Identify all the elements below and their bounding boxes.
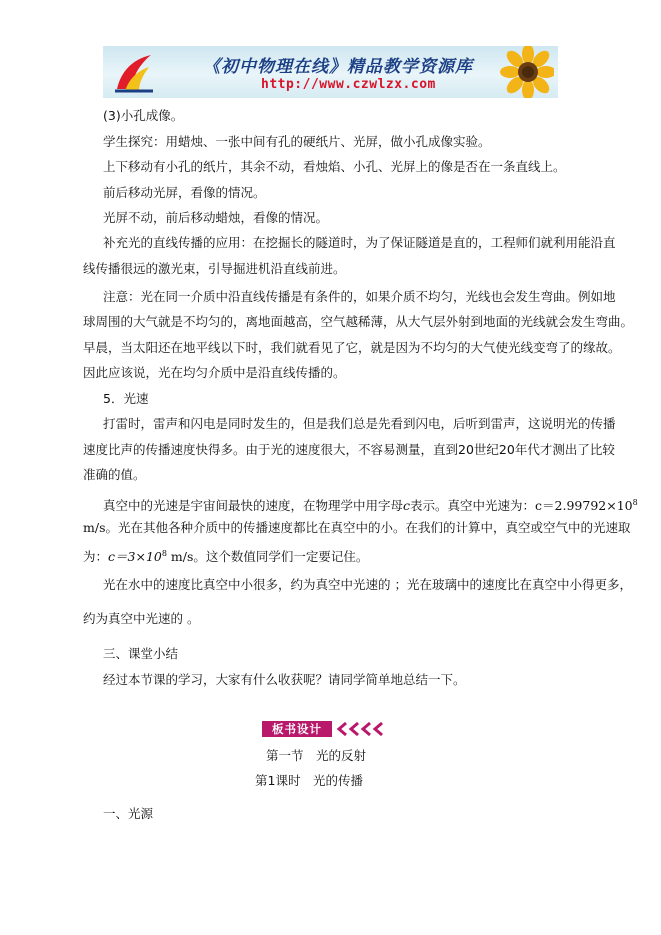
board-design-tag: 板书设计: [262, 721, 332, 737]
paragraph: 速度比声的传播速度快得多。由于光的速度很大，不容易测量，直到20世纪20年代才测出了比较: [83, 442, 615, 457]
board-design-label: [262, 721, 402, 737]
exponent: 8: [632, 498, 638, 507]
paragraph: (3)小孔成像。: [103, 108, 184, 123]
section-heading: 5．光速: [103, 391, 149, 406]
header-banner: [103, 46, 558, 98]
exponent: 8: [161, 549, 167, 558]
board-subtitle: 第1课时 光的传播: [255, 773, 363, 788]
paragraph: 约为真空中光速的 。: [83, 611, 200, 626]
board-title: 第一节 光的反射: [266, 748, 367, 763]
paragraph: 因此应该说，光在均匀介质中是沿直线传播的。: [83, 365, 346, 380]
paragraph: 前后移动光屏，看像的情况。: [103, 185, 266, 200]
paragraph: 上下移动有小孔的纸片，其余不动，看烛焰、小孔、光屏上的像是否在一条直线上。: [103, 159, 566, 174]
banner-url: http://www.czwlzx.com: [261, 77, 436, 92]
paragraph: 注意：光在同一介质中沿直线传播是有条件的，如果介质不均匀，光线也会发生弯曲。例如地: [103, 289, 616, 304]
paragraph: 球周围的大气就是不均匀的，离地面越高，空气越稀薄，从大气层外射到地面的光线就会发生弯曲。: [83, 314, 634, 329]
text-span: 。这个数值同学们一定要记住。: [193, 549, 369, 565]
paragraph: [83, 515, 631, 541]
unit: m/s: [166, 549, 194, 565]
paragraph: 学生探究：用蜡烛、一张中间有孔的硬纸片、光屏，做小孔成像实验。: [103, 134, 491, 149]
formula: c＝3×10: [108, 549, 162, 565]
logo-icon: [111, 49, 157, 95]
text-span: 真空中的光速是宇宙间最快的速度，在物理学中用字母: [103, 498, 404, 514]
section-heading: 三、课堂小结: [103, 646, 179, 661]
symbol-c: c: [403, 498, 411, 514]
paragraph: 光在水中的速度比真空中小很多，约为真空中光速的 ；光在玻璃中的速度比在真空中小得更多，: [103, 577, 632, 592]
paragraph: 光屏不动，前后移动蜡烛，看像的情况。: [103, 210, 329, 225]
unit: m/s: [83, 520, 106, 535]
paragraph: 经过本节课的学习，大家有什么收获呢？请同学简单地总结一下。: [103, 672, 466, 687]
paragraph: 线传播很远的激光束，引导掘进机沿直线前进。: [83, 261, 346, 276]
text-span: 为：: [83, 549, 109, 565]
banner-title: 《初中物理在线》精品教学资源库: [203, 57, 473, 77]
paragraph: 准确的值。: [83, 467, 146, 482]
paragraph: 早晨，当太阳还在地平线以下时，我们就看见了它，就是因为不均匀的大气使光线变弯了的缘故。: [83, 340, 621, 355]
text-span: 表示。真空中光速为：: [410, 498, 536, 514]
chevron-left-icon: [336, 721, 402, 737]
paragraph: 打雷时，雷声和闪电是同时发生的，但是我们总是先看到闪电，后听到雷声，这说明光的传播: [103, 416, 616, 431]
paragraph: [83, 541, 553, 570]
sunflower-icon: [484, 46, 554, 98]
formula: c＝2.99792×10: [535, 498, 633, 514]
paragraph: 补充光的直线传播的应用：在挖掘长的隧道时，为了保证隧道是直的，工程师们就利用能沿直: [103, 235, 616, 250]
text-span: 。光在其他各种介质中的传播速度都比在真空中的小。在我们的计算中，真空或空气中的光速取: [105, 520, 631, 535]
board-item: 一、光源: [103, 806, 154, 821]
